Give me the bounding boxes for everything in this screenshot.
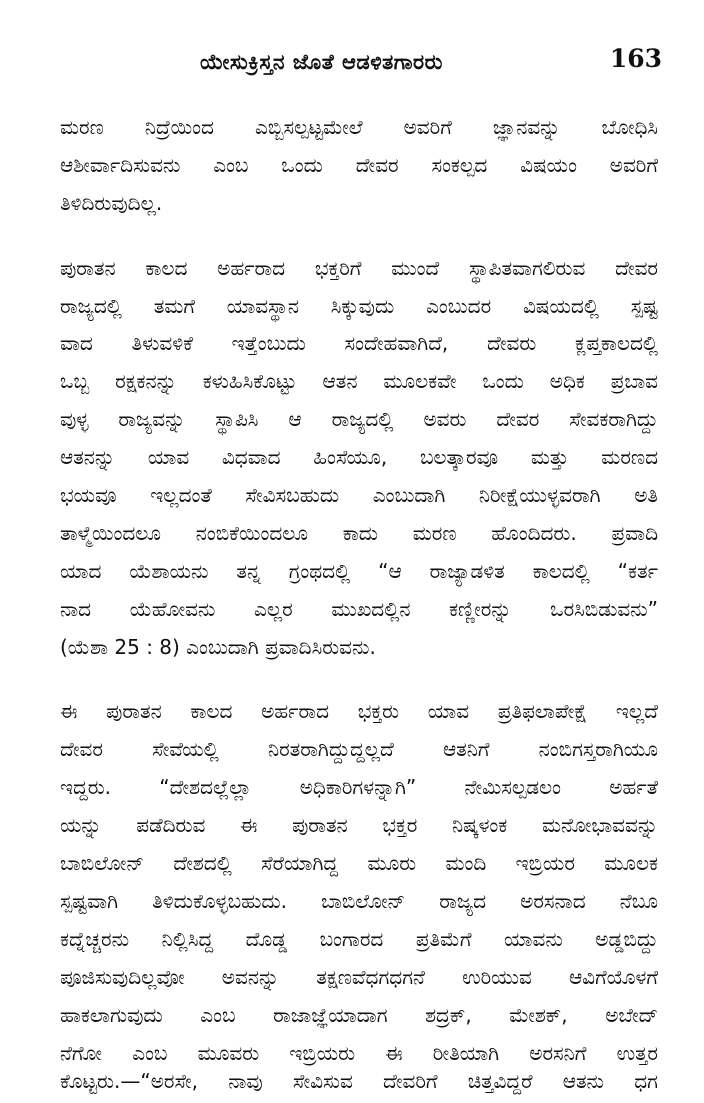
text-line: ಯಾದ ಯೆಶಾಯನು ತನ್ನ ಗ್ರಂಥದಲ್ಲಿ “ಆ ರಾಜ್ಯಾಡಳಿತ ಕಾಲದಲ್ಲಿ “ಕರ್ತ: [60, 559, 658, 583]
text-line: ಹಾಕಲಾಗುವುದು ಎಂಬ ರಾಜಾಜ್ಞೆಯಾದಾಗ ಶದ್ರಕ್, ಮೇಶಕ್, ಅಬೇದ್: [60, 1003, 658, 1027]
text-line: ವುಳ್ಳ ರಾಜ್ಯವನ್ನು ಸ್ಥಾಪಿಸಿ ಆ ರಾಜ್ಯದಲ್ಲಿ ಅವರು ದೇವರ ಸೇವಕರಾಗಿದ್ದು: [60, 407, 658, 431]
text-line: ರಾಜ್ಯದಲ್ಲಿ ತಮಗೆ ಯಾವಸ್ಥಾನ ಸಿಕ್ಕುವುದು ಎಂಬುದರ ವಿಷಯದಲ್ಲಿ ಸ್ಪಷ್ಟ: [60, 294, 658, 318]
text-line: ಒಬ್ಬ ರಕ್ಷಕನನ್ನು ಕಳುಹಿಸಿಕೊಟ್ಟು ಆತನ ಮೂಲಕವೇ ಒಂದು ಅಧಿಕ ಪ್ರಬಾವ: [60, 369, 658, 393]
text-line: ತಾಳ್ಮೆಯಿಂದಲೂ ನಂಬಿಕೆಯಿಂದಲೂ ಕಾದು ಮರಣ ಹೊಂದಿದರು. ಪ್ರವಾದಿ: [60, 521, 658, 545]
text-line: ಇದ್ದರು. “ದೇಶದಲ್ಲೆಲ್ಲಾ ಅಧಿಕಾರಿಗಳನ್ನಾಗಿ” ನೇಮಿಸಲ್ಪಡಲಂ ಅರ್ಹತೆ: [60, 775, 658, 799]
text-line: ಕೊಟ್ಟರು.—“ಅರಸೇ, ನಾವು ಸೇವಿಸುವ ದೇವರಿಗೆ ಚಿತ್ತವಿದ್ದರೆ ಆತನು ಧಗ: [60, 1069, 658, 1093]
text-line: ಭಯವೂ ಇಲ್ಲದಂತೆ ಸೇವಿಸಬಹುದು ಎಂಬುದಾಗಿ ನಿರೀಕ್ಷೆಯುಳ್ಳವರಾಗಿ ಅತಿ: [60, 483, 658, 507]
text-line: ಮರಣ ನಿದ್ರೆಯಿಂದ ಎಬ್ಬಿಸಲ್ಪಟ್ಟಮೇಲೆ ಅವರಿಗೆ ಜ್ಞಾನವನ್ನು ಬೋಧಿಸಿ: [60, 115, 658, 139]
text-line: ಆಶೀರ್ವಾದಿಸುವನು ಎಂಬ ಒಂದು ದೇವರ ಸಂಕಲ್ಪದ ವಿಷಯಂ ಅವರಿಗೆ: [60, 153, 658, 177]
text-line: ನೆಗೋ ಎಂಬ ಮೂವರು ಇಬ್ರಿಯರು ಈ ರೀತಿಯಾಗಿ ಅರಸನಿಗೆ ಉತ್ತರ: [60, 1041, 658, 1065]
text-line: ಕದ್ನೆಚ್ಚರನು ನಿಲ್ಲಿಸಿದ್ದ ದೊಡ್ಡ ಬಂಗಾರದ ಪ್ರತಿಮೆಗೆ ಯಾವನು ಅಡ್ಡಬಿದ್ದು: [60, 927, 658, 951]
text-line: ಪುರಾತನ ಕಾಲದ ಅರ್ಹರಾದ ಭಕ್ತರಿಗೆ ಮುಂದೆ ಸ್ಥಾಪಿತವಾಗಲಿರುವ ದೇವರ: [60, 256, 658, 280]
page-number: 163: [609, 44, 662, 73]
text-line: ಬಾಬಿಲೋನ್ ದೇಶದಲ್ಲಿ ಸೆರೆಯಾಗಿದ್ದ ಮೂರು ಮಂದಿ ಇಬ್ರಿಯರ ಮೂಲಕ: [60, 851, 658, 875]
running-header: [60, 44, 664, 84]
text-line: ಈ ಪುರಾತನ ಕಾಲದ ಅರ್ಹರಾದ ಭಕ್ತರು ಯಾವ ಪ್ರತಿಫಲಾಪೇಕ್ಷೆ ಇಲ್ಲದೆ: [60, 699, 658, 723]
text-line: ಯನ್ನು ಪಡೆದಿರುವ ಈ ಪುರಾತನ ಭಕ್ತರ ನಿಷ್ಕಳಂಕ ಮನೋಭಾವವನ್ನು: [60, 813, 658, 837]
text-line: ದೇವರ ಸೇವೆಯಲ್ಲಿ ನಿರತರಾಗಿದ್ದುದ್ದಲ್ಲದೆ ಆತನಿಗೆ ನಂಬಿಗಸ್ತರಾಗಿಯೂ: [60, 737, 658, 761]
text-line: ಪೂಜಿಸುವುದಿಲ್ಲವೋ ಅವನನ್ನು ತಕ್ಷಣವೆಧಗಧಗನೆ ಉರಿಯುವ ಆವಿಗೆಯೊಳಗೆ: [60, 965, 658, 989]
running-title: ಯೇಸುಕ್ರಿಸ್ತನ ಜೊತೆ ಆಡಳಿತಗಾರರು: [200, 50, 443, 74]
text-line: ಆತನನ್ನು ಯಾವ ವಿಧವಾದ ಹಿಂಸೆಯೂ, ಬಲತ್ಕಾರವೂ ಮತ್ತು ಮರಣದ: [60, 445, 658, 469]
text-line: (ಯೆಶಾ 25 : 8) ಎಂಬುದಾಗಿ ಪ್ರವಾದಿಸಿರುವನು.: [60, 635, 376, 659]
text-line: ವಾದ ತಿಳುವಳಿಕೆ ಇತ್ತೆಂಬುದು ಸಂದೇಹವಾಗಿದೆ, ದೇವರು ಕ್ಲಪ್ತಕಾಲದಲ್ಲಿ: [60, 331, 658, 355]
text-line: ಸ್ಪಷ್ಟವಾಗಿ ತಿಳಿದುಕೊಳ್ಳಬಹುದು. ಬಾಬಿಲೋನ್ ರಾಜ್ಯದ ಅರಸನಾದ ನೆಬೂ: [60, 889, 658, 913]
text-line: ತಿಳಿದಿರುವುದಿಲ್ಲ.: [60, 191, 163, 215]
text-line: ನಾದ ಯೆಹೋವನು ಎಲ್ಲರ ಮುಖದಲ್ಲಿನ ಕಣ್ಣೀರನ್ನು ಒರಸಿಬಿಡುವನು”: [60, 597, 658, 621]
